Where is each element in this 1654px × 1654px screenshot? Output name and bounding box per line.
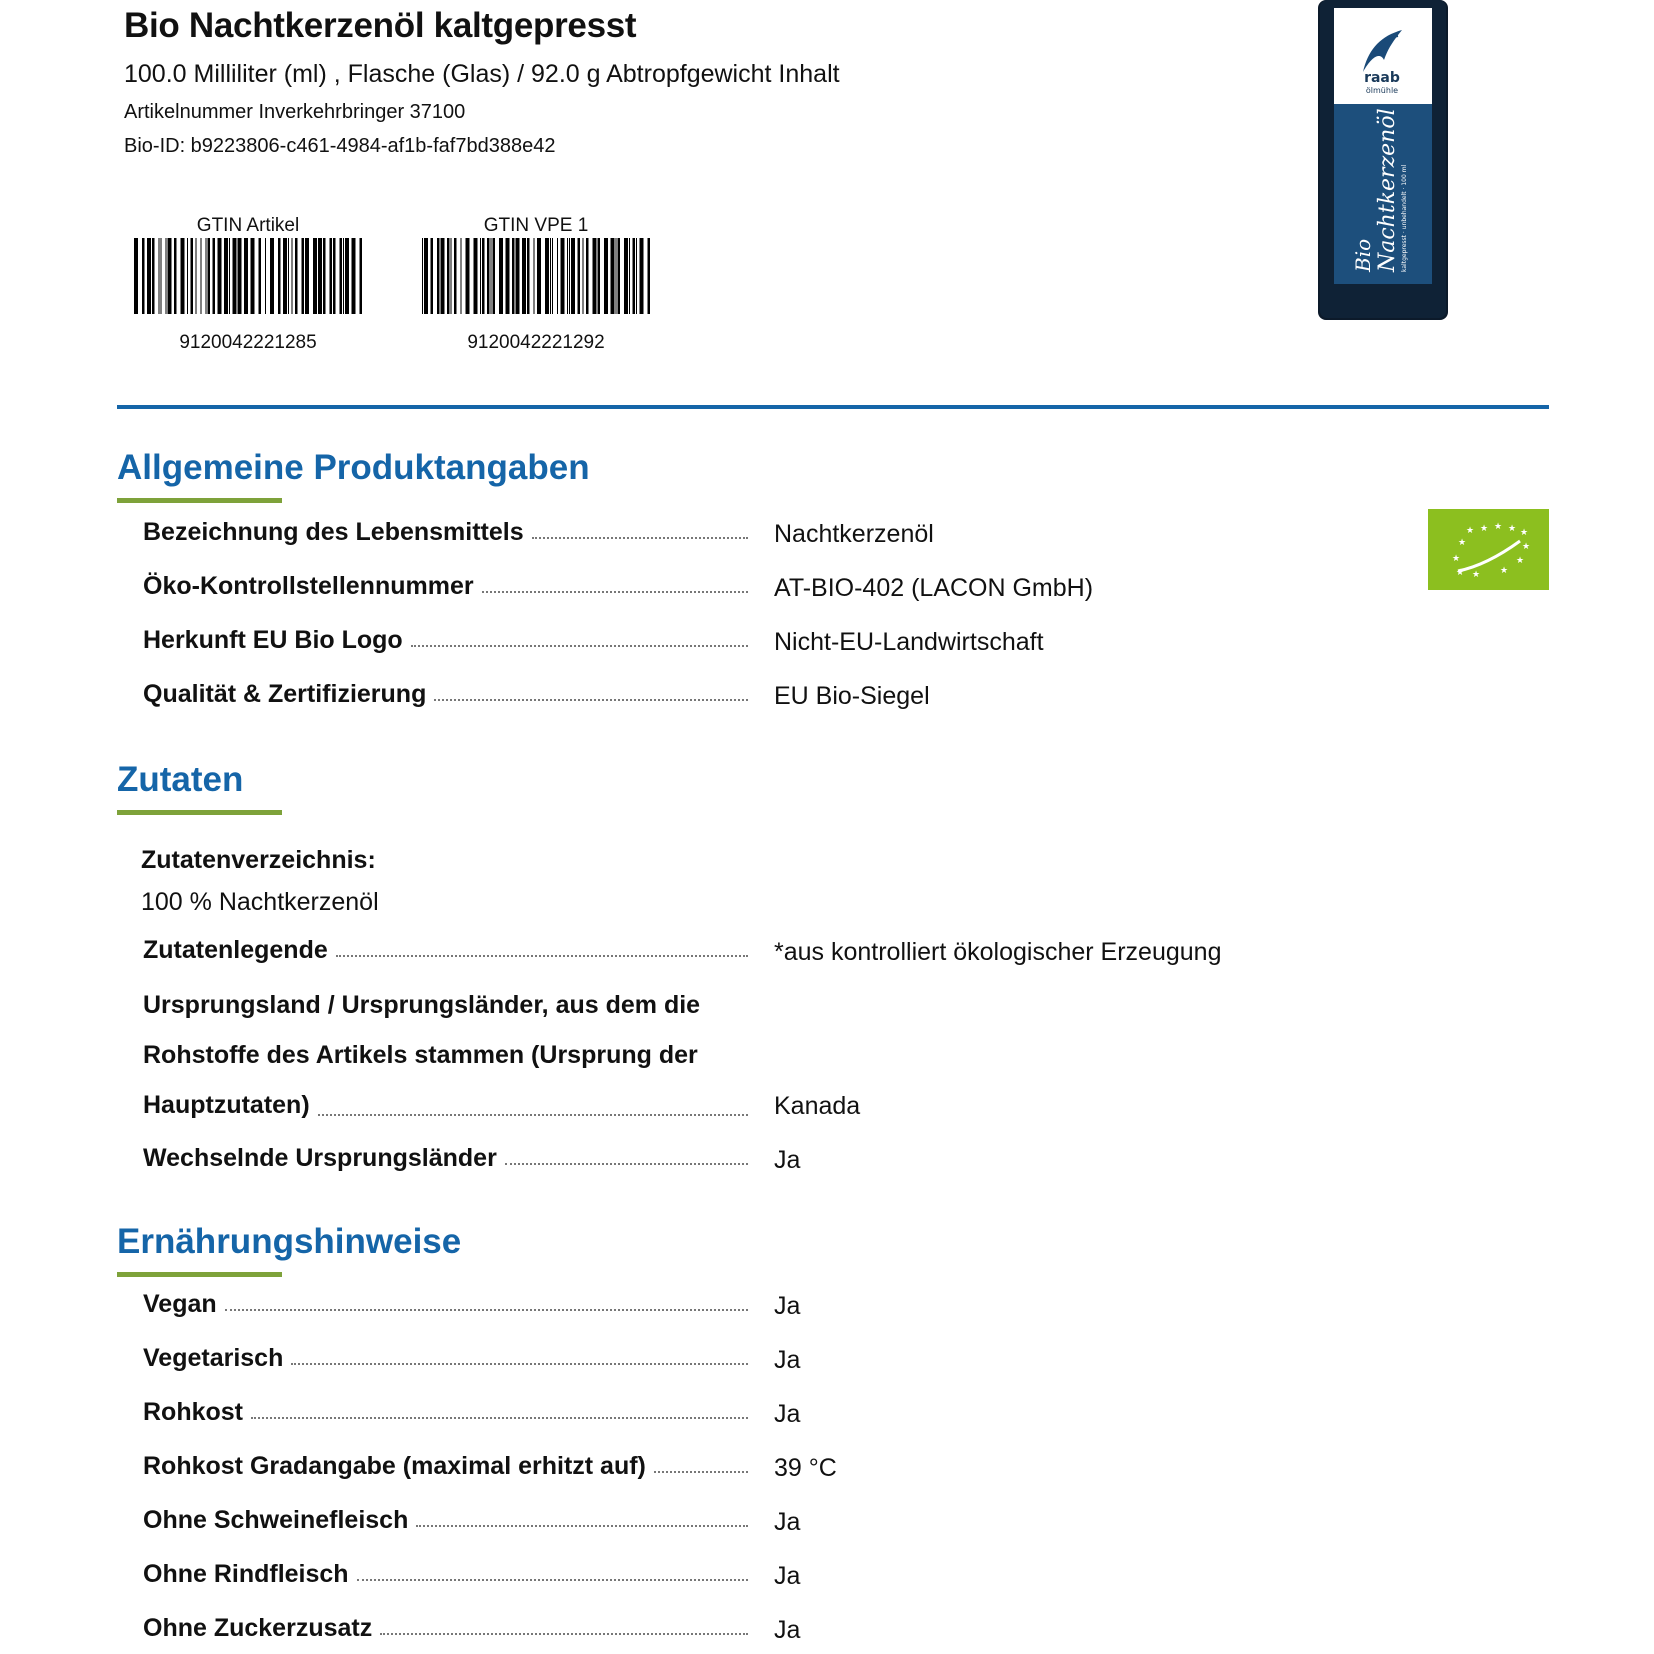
product-subtitle: 100.0 Milliliter (ml) , Flasche (Glas) / 92.0 g Abtropfgewicht Inhalt <box>124 60 840 88</box>
row-value: Ja <box>774 1346 801 1374</box>
svg-text:★: ★ <box>1494 522 1503 532</box>
barcode-label: GTIN Artikel <box>196 215 300 236</box>
barcode-gtin-article <box>132 214 364 354</box>
header-divider <box>117 405 1549 409</box>
barcode-icon <box>420 238 652 314</box>
section-title-ingredients: Zutaten <box>117 760 244 799</box>
row-label: Öko-Kontrollstellennummer <box>143 572 748 601</box>
svg-text:★: ★ <box>1466 526 1475 536</box>
row-value: AT-BIO-402 (LACON GmbH) <box>774 574 1094 602</box>
svg-text:★: ★ <box>1520 528 1529 538</box>
bottle-brand-sub: ölmühle <box>1365 86 1399 95</box>
row-label: Vegetarisch <box>143 1344 748 1373</box>
section-underline <box>117 1272 282 1277</box>
ingredients-list-label: Zutatenverzeichnis: <box>141 846 376 874</box>
row-label: Ohne Zuckerzusatz <box>143 1614 748 1643</box>
svg-text:★: ★ <box>1472 570 1481 580</box>
section-title-general: Allgemeine Produktangaben <box>117 448 590 487</box>
row-label: Vegan <box>143 1290 748 1319</box>
ingredients-list-value: 100 % Nachtkerzenöl <box>141 888 379 916</box>
barcode-label: GTIN VPE 1 <box>483 215 589 236</box>
barcode-gtin-vpe <box>420 214 652 354</box>
row-label: Ohne Schweinefleisch <box>143 1506 748 1535</box>
row-label: Zutatenlegende <box>143 936 748 965</box>
row-value: Nicht-EU-Landwirtschaft <box>774 628 1044 656</box>
row-label: Bezeichnung des Lebensmittels <box>143 518 748 547</box>
row-label: Ohne Rindfleisch <box>143 1560 748 1589</box>
row-value: Ja <box>774 1508 801 1536</box>
bottle-brand: raab <box>1364 70 1400 86</box>
svg-text:★: ★ <box>1458 538 1467 548</box>
row-label: Wechselnde Ursprungsländer <box>143 1144 748 1173</box>
barcode-number: 9120042221285 <box>179 332 317 353</box>
article-number: Artikelnummer Inverkehrbringer 37100 <box>124 101 466 123</box>
row-value: *aus kontrolliert ökologischer Erzeugung <box>774 938 1222 966</box>
origin-value: Kanada <box>774 1092 861 1120</box>
section-underline <box>117 810 282 815</box>
product-title: Bio Nachtkerzenöl kaltgepresst <box>124 6 637 45</box>
svg-text:★: ★ <box>1480 524 1489 534</box>
row-label: Rohkost Gradangabe (maximal erhitzt auf) <box>143 1452 748 1481</box>
row-label: Rohkost <box>143 1398 748 1427</box>
row-value: 39 °C <box>774 1454 837 1482</box>
barcode-icon <box>132 238 364 314</box>
section-title-nutrition: Ernährungshinweise <box>117 1222 462 1261</box>
bottle-label-name: Nachtkerzenöl <box>1375 108 1400 272</box>
row-value: Ja <box>774 1562 801 1590</box>
bottle-label-bio: Bio <box>1351 238 1375 272</box>
row-value: Nachtkerzenöl <box>774 520 934 548</box>
svg-text:★: ★ <box>1516 556 1525 566</box>
svg-text:★: ★ <box>1508 524 1517 534</box>
section-underline <box>117 498 282 503</box>
eu-organic-logo-icon <box>1428 509 1549 590</box>
bio-id: Bio-ID: b9223806-c461-4984-af1b-faf7bd388e42 <box>124 135 556 157</box>
product-bottle-image <box>1318 0 1448 322</box>
row-label: Qualität & Zertifizierung <box>143 680 748 709</box>
row-value: Ja <box>774 1400 801 1428</box>
svg-text:★: ★ <box>1452 554 1461 564</box>
bottle-label-small: kaltgepresst · unbehandelt · 100 ml <box>1401 164 1408 272</box>
row-value: Ja <box>774 1292 801 1320</box>
row-label: Herkunft EU Bio Logo <box>143 626 748 655</box>
row-value: Ja <box>774 1146 801 1174</box>
barcode-number: 9120042221292 <box>467 332 605 353</box>
origin-label: Ursprungsland / Ursprungsländer, aus dem die Rohstoffe des Artikels stammen (Ursprung der Hauptzutaten) <box>143 980 748 1130</box>
svg-text:★: ★ <box>1522 542 1531 552</box>
row-value: EU Bio-Siegel <box>774 682 930 710</box>
svg-text:★: ★ <box>1500 566 1509 576</box>
svg-text:★: ★ <box>1456 568 1465 578</box>
row-value: Ja <box>774 1616 801 1644</box>
